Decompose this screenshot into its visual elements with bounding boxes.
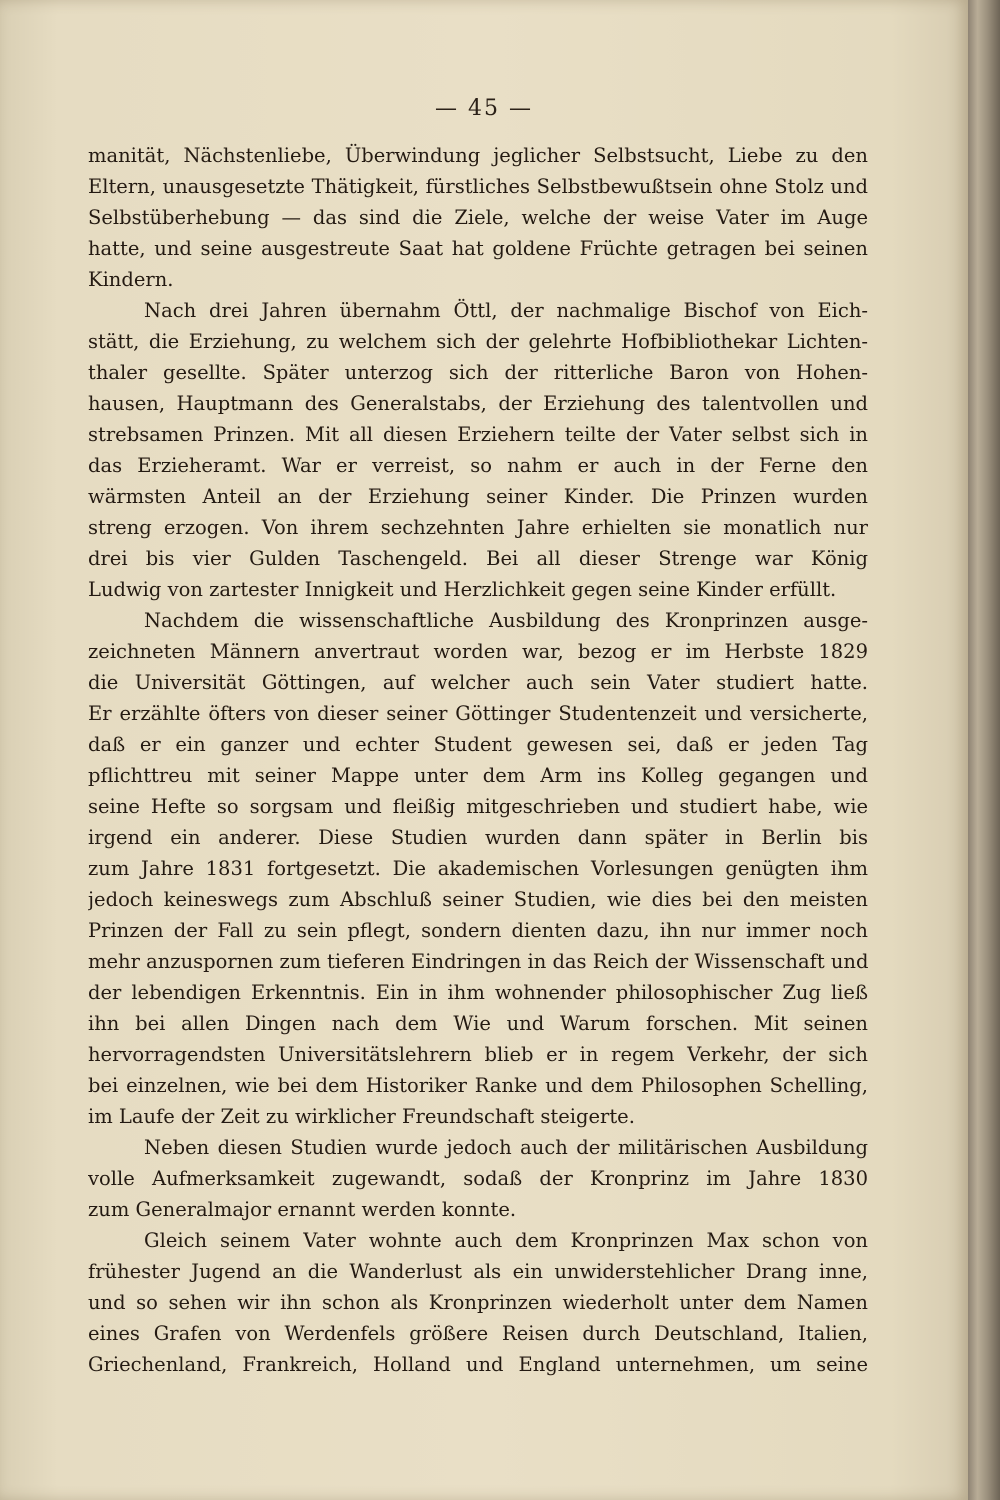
text-line: das Erzieheramt. War er verreist, so nahm er auch in der Ferne den [88, 454, 868, 477]
text-line: Er erzählte öfters von dieser seiner Göttinger Studentenzeit und versicherte, [88, 702, 868, 725]
text-line: Selbstüberhebung — das sind die Ziele, welche der weise Vater im Auge [88, 206, 868, 229]
text-line: jedoch keineswegs zum Abschluß seiner Studien, wie dies bei den meisten [88, 888, 868, 911]
text-line: Gleich seinem Vater wohnte auch dem Kronprinzen Max schon von [144, 1229, 868, 1252]
text-line: wärmsten Anteil an der Erziehung seiner Kinder. Die Prinzen wurden [88, 485, 868, 508]
text-line: strebsamen Prinzen. Mit all diesen Erziehern teilte der Vater selbst sich in [88, 423, 868, 446]
text-line: Ludwig von zartester Innigkeit und Herzlichkeit gegen seine Kinder erfüllt. [88, 578, 837, 601]
page-edge [968, 0, 1000, 1500]
text-line: mehr anzuspornen zum tieferen Eindringen in das Reich der Wissenschaft und [88, 950, 868, 973]
text-line: streng erzogen. Von ihrem sechzehnten Jahre erhielten sie monatlich nur [88, 516, 868, 539]
text-line: volle Aufmerksamkeit zugewandt, sodaß der Kronprinz im Jahre 1830 [88, 1167, 868, 1190]
text-line: Nachdem die wissenschaftliche Ausbildung des Kronprinzen ausge- [144, 609, 868, 632]
text-line: stätt, die Erziehung, zu welchem sich der gelehrte Hofbibliothekar Lichten- [88, 330, 868, 353]
text-line: irgend ein anderer. Diese Studien wurden dann später in Berlin bis [88, 826, 868, 849]
text-line: manität, Nächstenliebe, Überwindung jeglicher Selbstsucht, Liebe zu den [88, 144, 868, 167]
text-line: zeichneten Männern anvertraut worden war, bezog er im Herbste 1829 [88, 640, 868, 663]
text-line: Neben diesen Studien wurde jedoch auch der militärischen Ausbildung [144, 1136, 868, 1159]
page-number: — 45 — [435, 96, 533, 121]
text-line: Nach drei Jahren übernahm Öttl, der nachmalige Bischof von Eich- [144, 299, 868, 322]
text-line: Prinzen der Fall zu sein pflegt, sondern dienten dazu, ihn nur immer noch [88, 919, 868, 942]
text-line: seine Hefte so sorgsam und fleißig mitgeschrieben und studiert habe, wie [88, 795, 868, 818]
text-line: Eltern, unausgesetzte Thätigkeit, fürstliches Selbstbewußtsein ohne Stolz und [88, 175, 868, 198]
text-line: der lebendigen Erkenntnis. Ein in ihm wohnender philosophischer Zug ließ [88, 981, 868, 1004]
text-line: daß er ein ganzer und echter Student gewesen sei, daß er jeden Tag [88, 733, 868, 756]
text-line: zum Jahre 1831 fortgesetzt. Die akademischen Vorlesungen genügten ihm [88, 857, 868, 880]
text-line: und so sehen wir ihn schon als Kronprinzen wiederholt unter dem Namen [88, 1291, 868, 1314]
text-line: Griechenland, Frankreich, Holland und England unternehmen, um seine [88, 1353, 868, 1376]
text-line: drei bis vier Gulden Taschengeld. Bei all dieser Strenge war König [88, 547, 868, 570]
text-line: zum Generalmajor ernannt werden konnte. [88, 1198, 517, 1221]
body-text [88, 140, 868, 1380]
text-line: hatte, und seine ausgestreute Saat hat goldene Früchte getragen bei seinen [88, 237, 868, 260]
text-line: Kindern. [88, 268, 174, 291]
text-line: ihn bei allen Dingen nach dem Wie und Warum forschen. Mit seinen [88, 1012, 868, 1035]
text-line: im Laufe der Zeit zu wirklicher Freundschaft steigerte. [88, 1105, 635, 1128]
text-line: hervorragendsten Universitätslehrern blieb er in regem Verkehr, der sich [88, 1043, 868, 1066]
text-line: thaler gesellte. Später unterzog sich der ritterliche Baron von Hohen- [88, 361, 868, 384]
text-line: bei einzelnen, wie bei dem Historiker Ranke und dem Philosophen Schelling, [88, 1074, 868, 1097]
text-line: pflichttreu mit seiner Mappe unter dem Arm ins Kolleg gegangen und [88, 764, 868, 787]
text-line: hausen, Hauptmann des Generalstabs, der Erziehung des talentvollen und [88, 392, 868, 415]
text-line: die Universität Göttingen, auf welcher auch sein Vater studiert hatte. [88, 671, 868, 694]
text-line: eines Grafen von Werdenfels größere Reisen durch Deutschland, Italien, [88, 1322, 868, 1345]
text-line: frühester Jugend an die Wanderlust als ein unwiderstehlicher Drang inne, [88, 1260, 868, 1283]
